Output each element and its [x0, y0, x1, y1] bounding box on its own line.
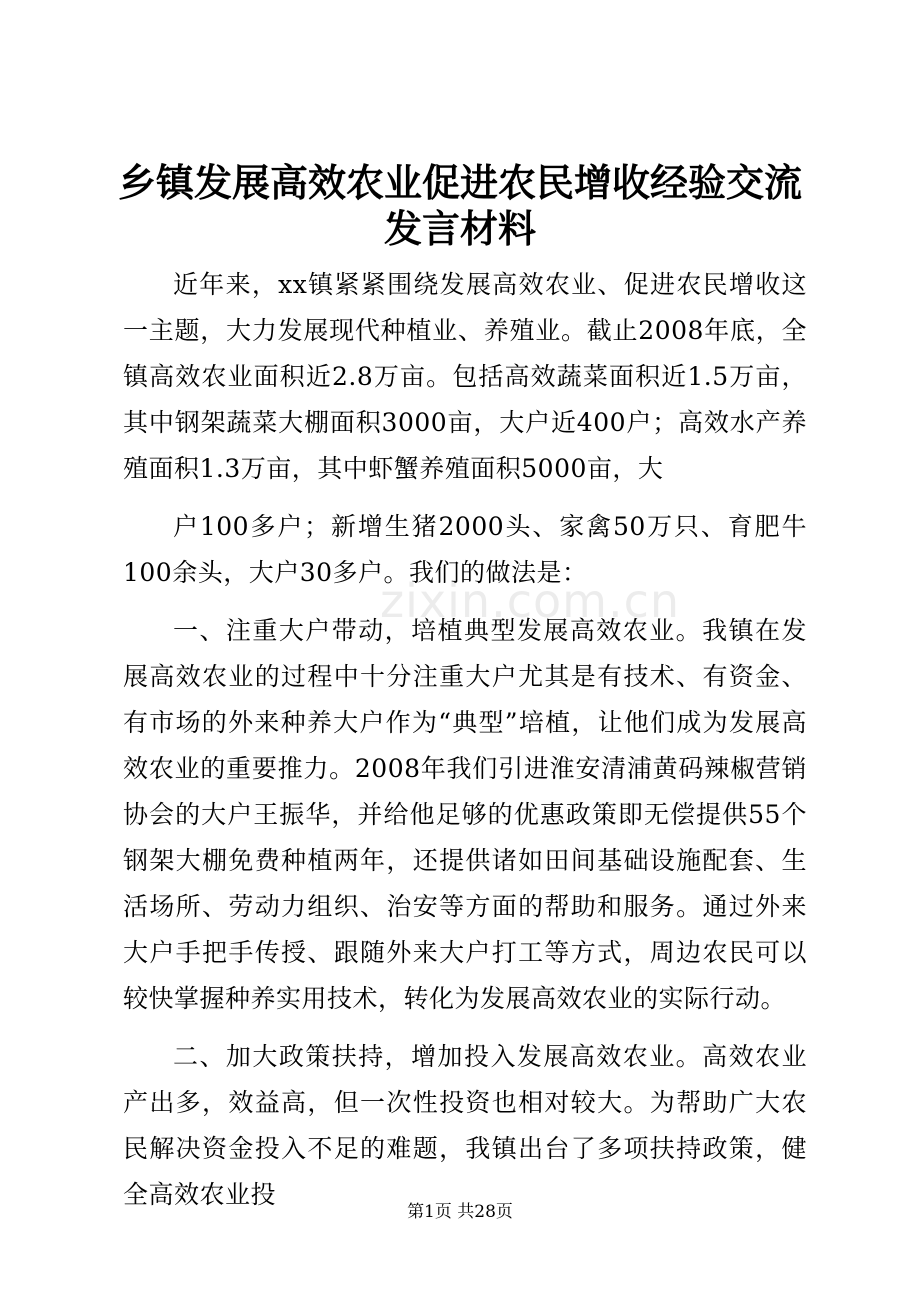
paragraph-section-one: 一、注重大户带动，培植典型发展高效农业。我镇在发展高效农业的过程中十分注重大户尤其是有技术、有资金、有市场的外来种养大户作为“典型”培植，让他们成为发展高效农业的重要推力。2008年我们引进淮安清浦黄码辣椒营销协会的大户王振华，并给他足够的优惠政策即无偿提供55个钢架大棚免费种植两年，还提供诸如田间基础设施配套、生活场所、劳动力组织、治安等方面的帮助和服务。通过外来大户手把手传授、跟随外来大户打工等方式，周边农民可以较快掌握种养实用技术，转化为发展高效农业的实际行动。: [123, 616, 807, 1013]
paragraph-intro: 近年来，xx镇紧紧围绕发展高效农业、促进农民增收这一主题，大力发展现代种植业、养殖业。截止2008年底，全镇高效农业面积近2.8万亩。包括高效蔬菜面积近1.5万亩，其中钢架蔬菜大棚面积3000亩，大户近400户；高效水产养殖面积1.3万亩，其中虾蟹养殖面积5000亩，大: [123, 270, 807, 483]
watermark: zixin.com.cn: [380, 574, 681, 628]
paragraph-section-two: 二、加大政策扶持，增加投入发展高效农业。高效农业产出多，效益高，但一次性投资也相对较大。为帮助广大农民解决资金投入不足的难题，我镇出台了多项扶持政策，健全高效农业投: [123, 1042, 807, 1209]
page-footer: 第1页 共28页: [407, 1202, 513, 1222]
paragraph-intro-continued: 户100多户；新增生猪2000头、家禽50万只、育肥牛100余头，大户30多户。我们的做法是：: [123, 512, 807, 587]
document-body: [123, 262, 807, 1218]
document-title: 乡镇发展高效农业促进农民增收经验交流发言材料: [117, 160, 802, 251]
